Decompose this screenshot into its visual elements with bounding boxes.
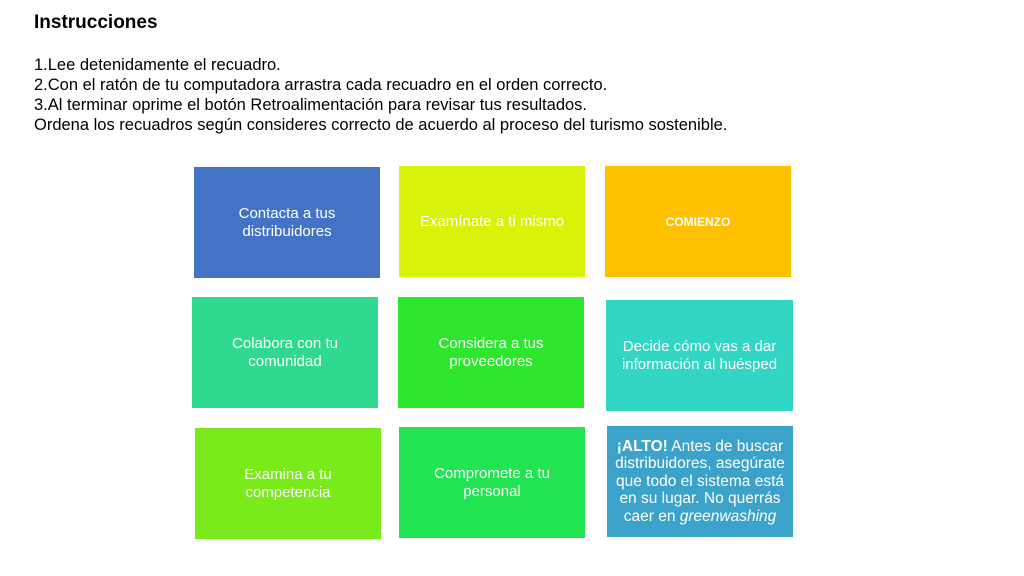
instruction-line-3: 3.Al terminar oprime el botón Retroalimentación para revisar tus resultados.	[34, 96, 588, 114]
card-alto-text	[613, 438, 787, 526]
card-label: Colabora con tu comunidad	[232, 334, 338, 370]
card-label: COMIENZO	[665, 214, 731, 229]
instructions-block	[34, 55, 994, 135]
card-label: Examina a tu competencia	[244, 465, 332, 501]
card-decide-informacion-huesped[interactable]	[606, 300, 793, 411]
card-colabora-comunidad[interactable]	[192, 297, 378, 408]
card-label: Decide cómo vas a dar información al huésped	[621, 337, 778, 373]
card-alto-body: Antes de buscar distribuidores, asegúrate que todo el sistema está en su lugar. No querrás caer en	[615, 437, 785, 525]
instruction-line-2: 2.Con el ratón de tu computadora arrastra cada recuadro en el orden correcto.	[34, 76, 608, 94]
card-label: Examínate a ti mismo	[419, 212, 565, 230]
card-label: Contacta a tus distribuidores	[238, 204, 336, 240]
card-examina-competencia[interactable]	[195, 428, 381, 539]
card-comienzo[interactable]	[605, 166, 791, 277]
card-examinate-a-ti-mismo[interactable]	[399, 166, 585, 277]
card-alto-em: greenwashing	[679, 507, 777, 525]
card-compromete-personal[interactable]	[399, 427, 585, 538]
card-alto-greenwashing[interactable]	[607, 426, 793, 537]
card-contacta-distribuidores[interactable]	[194, 167, 380, 278]
card-considera-proveedores[interactable]	[398, 297, 584, 408]
page-title: Instrucciones	[34, 12, 158, 33]
card-label: Considera a tus proveedores	[438, 334, 544, 370]
card-alto-strong: ¡ALTO!	[616, 437, 668, 455]
card-label: Compromete a tu personal	[434, 464, 550, 500]
instruction-line-4: Ordena los recuadros según consideres correcto de acuerdo al proceso del turismo sostenible.	[34, 116, 728, 134]
instruction-line-1: 1.Lee detenidamente el recuadro.	[34, 56, 281, 74]
